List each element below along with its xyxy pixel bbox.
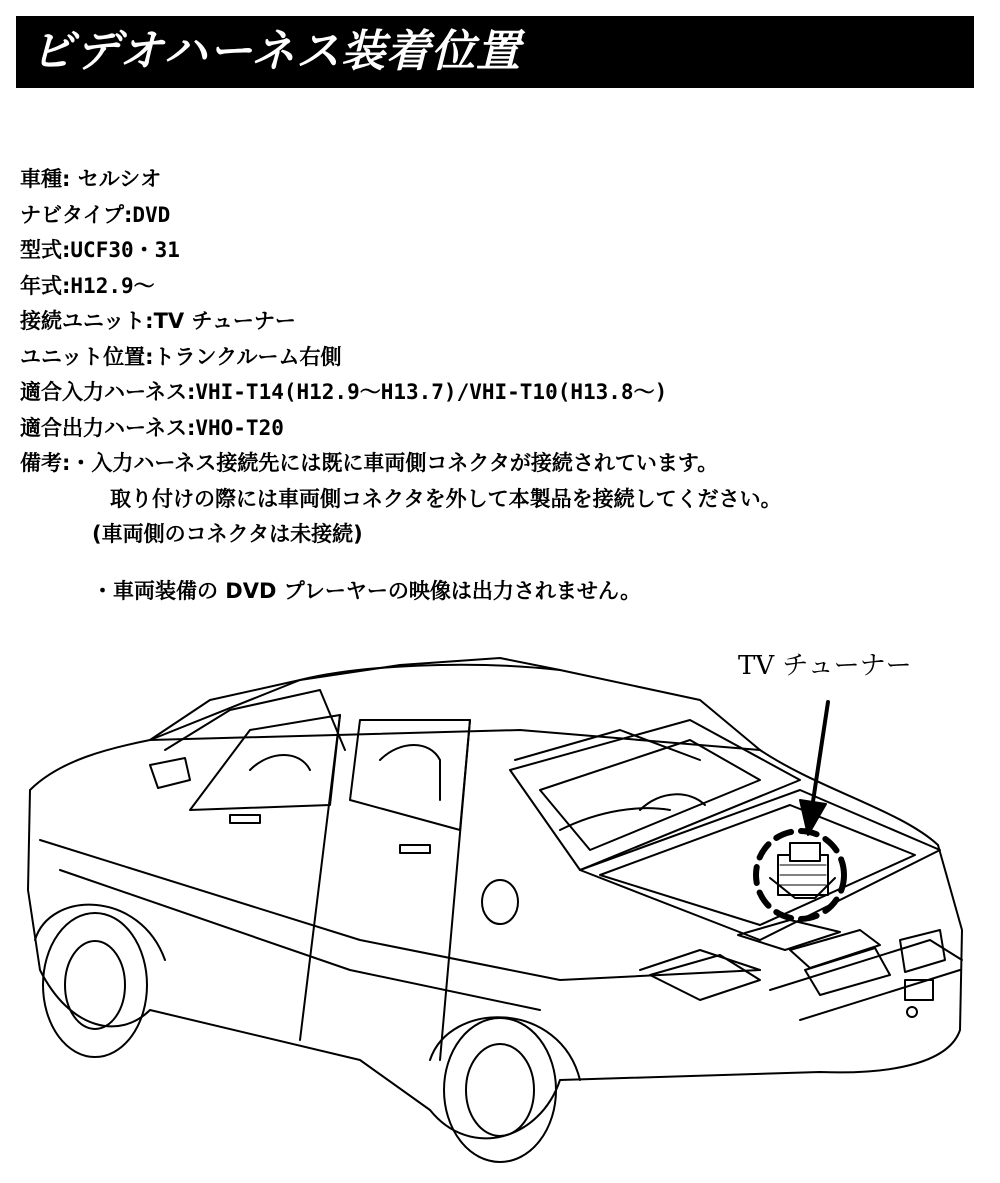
spec-value: DVD [132,202,171,227]
spec-label: ナビタイプ: [20,202,133,227]
remark-bullet-2: ・車両装備の DVD プレーヤーの映像は出力されません。 [92,579,642,603]
spec-label: 適合出力ハーネス: [20,415,196,440]
spec-unit-position [20,340,980,376]
spec-label: 型式: [20,238,71,262]
spec-year [20,269,980,305]
spec-value: TV チューナー [153,309,296,333]
remark-text: ・入力ハーネス接続先には既に車両側コネクタが接続されています。 [70,451,719,475]
tv-tuner-unit [770,843,835,898]
page-title: ビデオハーネス装着位置 [30,26,522,77]
spec-value: トランクルーム右側 [153,344,342,369]
remarks [20,446,980,553]
spec-input-harness [20,375,980,411]
spec-unit [20,304,980,340]
spec-vehicle [20,162,980,198]
spec-label: 接続ユニット: [20,309,154,333]
front-door-window [190,715,340,810]
spec-value: セルシオ [70,167,162,191]
spec-value: VHI-T14(H12.9～H13.7)/VHI-T10(H13.8～) [195,380,668,404]
spec-value: VHO-T20 [195,415,284,440]
title-bar [16,16,974,88]
rear-door-window [350,720,470,830]
remarks-label: 備考: [20,451,71,475]
spec-list [20,162,980,446]
side-mirror [150,758,190,788]
callout-arrow-shaft [812,702,828,808]
spec-output-harness [20,411,980,447]
remark-line-1 [20,446,980,482]
spec-label: 年式: [20,273,71,298]
rear-wheel [444,1018,556,1162]
tail-light-right [900,930,945,972]
spec-model [20,233,980,269]
spec-label: 適合入力ハーネス: [20,380,196,404]
spec-label: 車種: [20,167,71,191]
remark-line-2: 取り付けの際には車両側コネクタを外して本製品を接続してください。 [110,486,782,511]
front-wheel [43,913,147,1057]
fuel-cap [482,880,518,924]
spec-value: UCF30・31 [70,238,180,262]
spec-nav-type [20,198,980,234]
spec-value: H12.9～ [70,273,155,298]
tv-tuner-callout-label: TV チューナー [738,651,912,681]
car-illustration [0,640,1000,1183]
remark-line-3: (車両側のコネクタは未接続) [92,522,363,546]
spec-label: ユニット位置: [20,344,154,369]
